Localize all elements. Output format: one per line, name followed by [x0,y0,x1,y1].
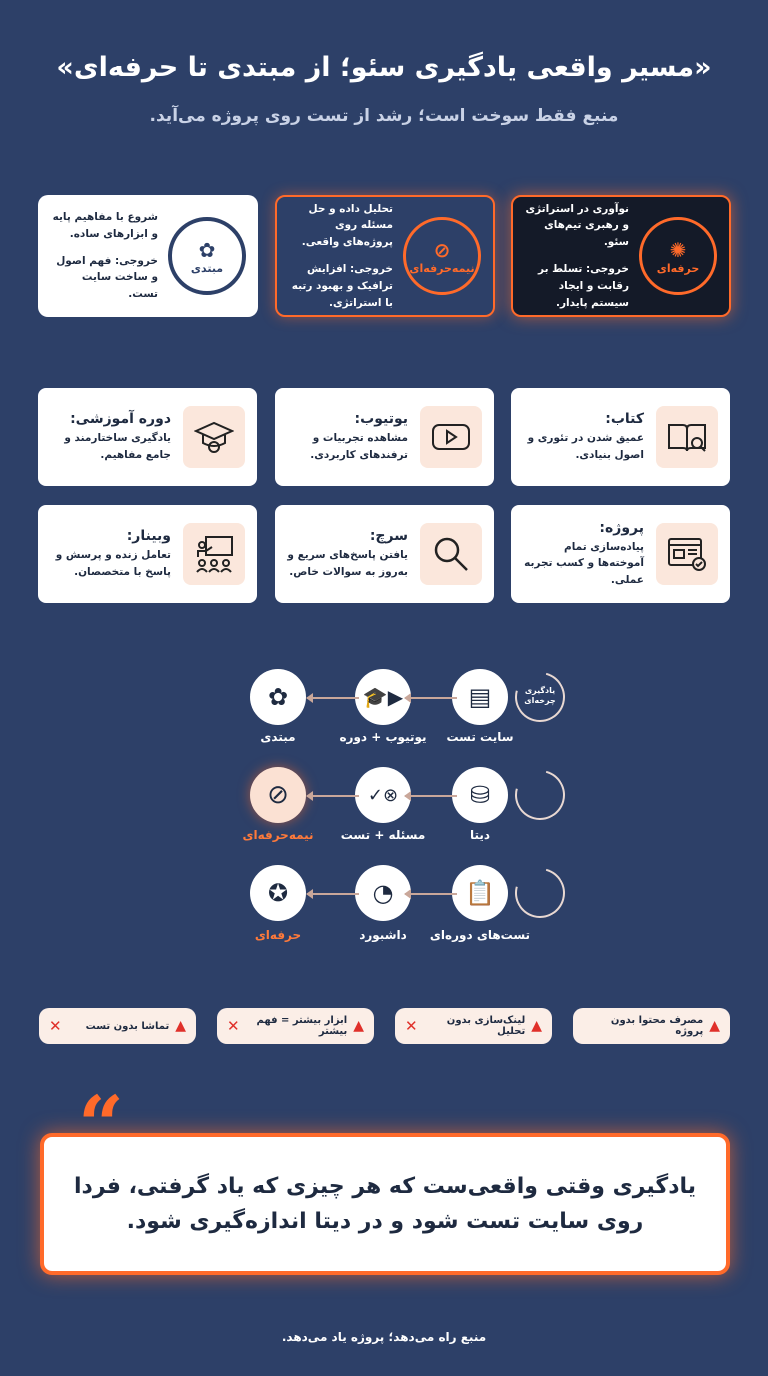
flow-node-youtube-course [355,669,411,725]
compass-icon: ⊘ [267,780,289,810]
flow-node-pro [250,865,306,921]
resource-desc: عمیق شدن در تئوری و اصول بنیادی. [527,432,644,461]
level-output: خروجی: تسلط بر رقابت و ایجاد سیستم پایدار. [538,263,629,309]
arrow-icon [307,795,359,797]
warning-icon: ▲ [709,1018,720,1034]
level-name: نیمه‌حرفه‌ای [409,261,475,275]
warning-text: مصرف محتوا بدون پروژه [610,1015,704,1037]
resource-desc: یادگیری ساختارمند و جامع مفاهیم. [64,432,171,461]
page-title: «مسیر واقعی یادگیری سئو؛ از مبتدی تا حرفه‌ای» [56,52,712,83]
cycle-icon [506,859,574,927]
resource-card-youtube [275,388,494,486]
warning-text: لینک‌سازی بدون تحلیل [446,1015,526,1037]
arrow-icon [307,697,359,699]
level-desc: تحلیل داده و حل مسئله روی پروژه‌های واقعی. [301,202,393,249]
flow-label: مسئله + تست [340,828,426,842]
resource-card-course [38,388,257,486]
flow-node-problem-test [355,767,411,823]
level-name: حرفه‌ای [656,261,700,275]
warning-text: تماشا بدون تست [85,1020,170,1032]
warning-icon: ▲ [175,1018,186,1034]
level-output: خروجی: افزایش ترافیک و بهبود رتبه با استراتژی. [291,263,393,309]
arrow-icon [405,697,457,699]
sprout-icon: ✿ [198,237,216,262]
youtube-course-icon: ▶🎓 [362,685,404,709]
arrow-icon [405,893,457,895]
check-cross-icon: ⊗✓ [367,784,399,806]
resource-desc: پیاده‌سازی تمام آموخته‌ها و کسب تجربه عملی. [524,541,644,586]
resource-card-book [511,388,730,486]
sprout-icon: ✿ [267,683,289,711]
warning-text: ابزار بیشتر = فهم بیشتر [256,1015,348,1037]
compass-icon: ⊘ [433,237,451,262]
resource-desc: یافتن پاسخ‌های سریع و به‌روز به سوالات خاص. [287,549,408,578]
resource-title: سرچ: [369,528,408,545]
resource-card-project [511,505,730,603]
cross-icon: ✕ [227,1017,240,1035]
youtube-icon [420,406,482,468]
level-card-intermediate [275,195,495,317]
cross-icon: ✕ [49,1017,62,1035]
flow-label: نیمه‌حرفه‌ای [242,828,314,842]
cycle-icon [506,761,574,829]
flow-node-periodic-tests [452,865,508,921]
dashboard-gauge-icon: ◔ [372,879,394,907]
resource-card-webinar [38,505,257,603]
search-icon [420,523,482,585]
database-search-icon: ⛁ [469,781,491,809]
flow-node-test-site [452,669,508,725]
flow-label: حرفه‌ای [254,928,302,942]
warning-pill [573,1008,730,1044]
resource-desc: مشاهده تجربیات و ترفندهای کاربردی. [310,432,408,461]
flow-label: مبتدی [260,730,296,744]
level-card-beginner [38,195,258,317]
resource-card-search [275,505,494,603]
resource-title: کتاب: [605,411,644,428]
flow-label: داشبورد [359,928,407,942]
brain-icon: ✺ [669,237,687,262]
presentation-icon [183,523,245,585]
resource-desc: تعامل زنده و پرسش و پاسخ با متخصصان. [55,549,171,578]
quote-mark-icon: “ [78,1078,125,1172]
resource-title: دوره آموزشی: [70,411,171,428]
level-name: مبتدی [190,261,224,275]
resource-title: وبینار: [126,528,171,545]
flow-label: تست‌های دوره‌ای [429,928,531,942]
level-desc: نوآوری در استراتژی و رهبری تیم‌های سئو. [525,202,629,249]
level-card-pro [511,195,731,317]
award-badge-icon: ✪ [267,879,289,907]
website-check-icon [656,523,718,585]
book-icon [656,406,718,468]
level-output: خروجی: فهم اصول و ساخت سایت تست. [56,254,158,301]
cross-icon: ✕ [405,1017,418,1035]
level-badge [403,217,481,295]
flow-label: یوتیوب + دوره [339,730,427,744]
quote-box [40,1133,730,1275]
flow-label: دیتا [469,828,491,842]
flow-node-beginner [250,669,306,725]
arrow-icon [307,893,359,895]
warning-pill [39,1008,196,1044]
resource-title: پروژه: [599,520,644,537]
clipboard-check-icon: 📋 [465,879,495,907]
warning-icon: ▲ [531,1018,542,1034]
warning-icon: ▲ [353,1018,364,1034]
flow-label: سایت تست [446,730,514,744]
footer-text: منبع راه می‌دهد؛ پروژه یاد می‌دهد. [281,1330,487,1344]
warning-pill [395,1008,552,1044]
graduation-cap-icon [183,406,245,468]
level-badge [168,217,246,295]
warning-pill [217,1008,374,1044]
cycle-label: یادگیری چرخه‌ای [524,686,556,706]
flow-node-data [452,767,508,823]
page-subtitle: منبع فقط سوخت است؛ رشد از تست روی پروژه می‌آید. [149,106,619,126]
resource-title: یوتیوب: [354,411,408,428]
arrow-icon [405,795,457,797]
level-desc: شروع با مفاهیم پایه و ابزارهای ساده. [52,211,158,240]
website-check-icon: ▤ [468,683,492,711]
flow-node-intermediate [250,767,306,823]
flow-node-dashboard [355,865,411,921]
level-badge [639,217,717,295]
quote-text: یادگیری وقتی واقعی‌ست که هر چیزی که یاد گرفتی، فردا روی سایت تست شود و در دیتا اندازه‌گیری شود. [73,1173,696,1234]
